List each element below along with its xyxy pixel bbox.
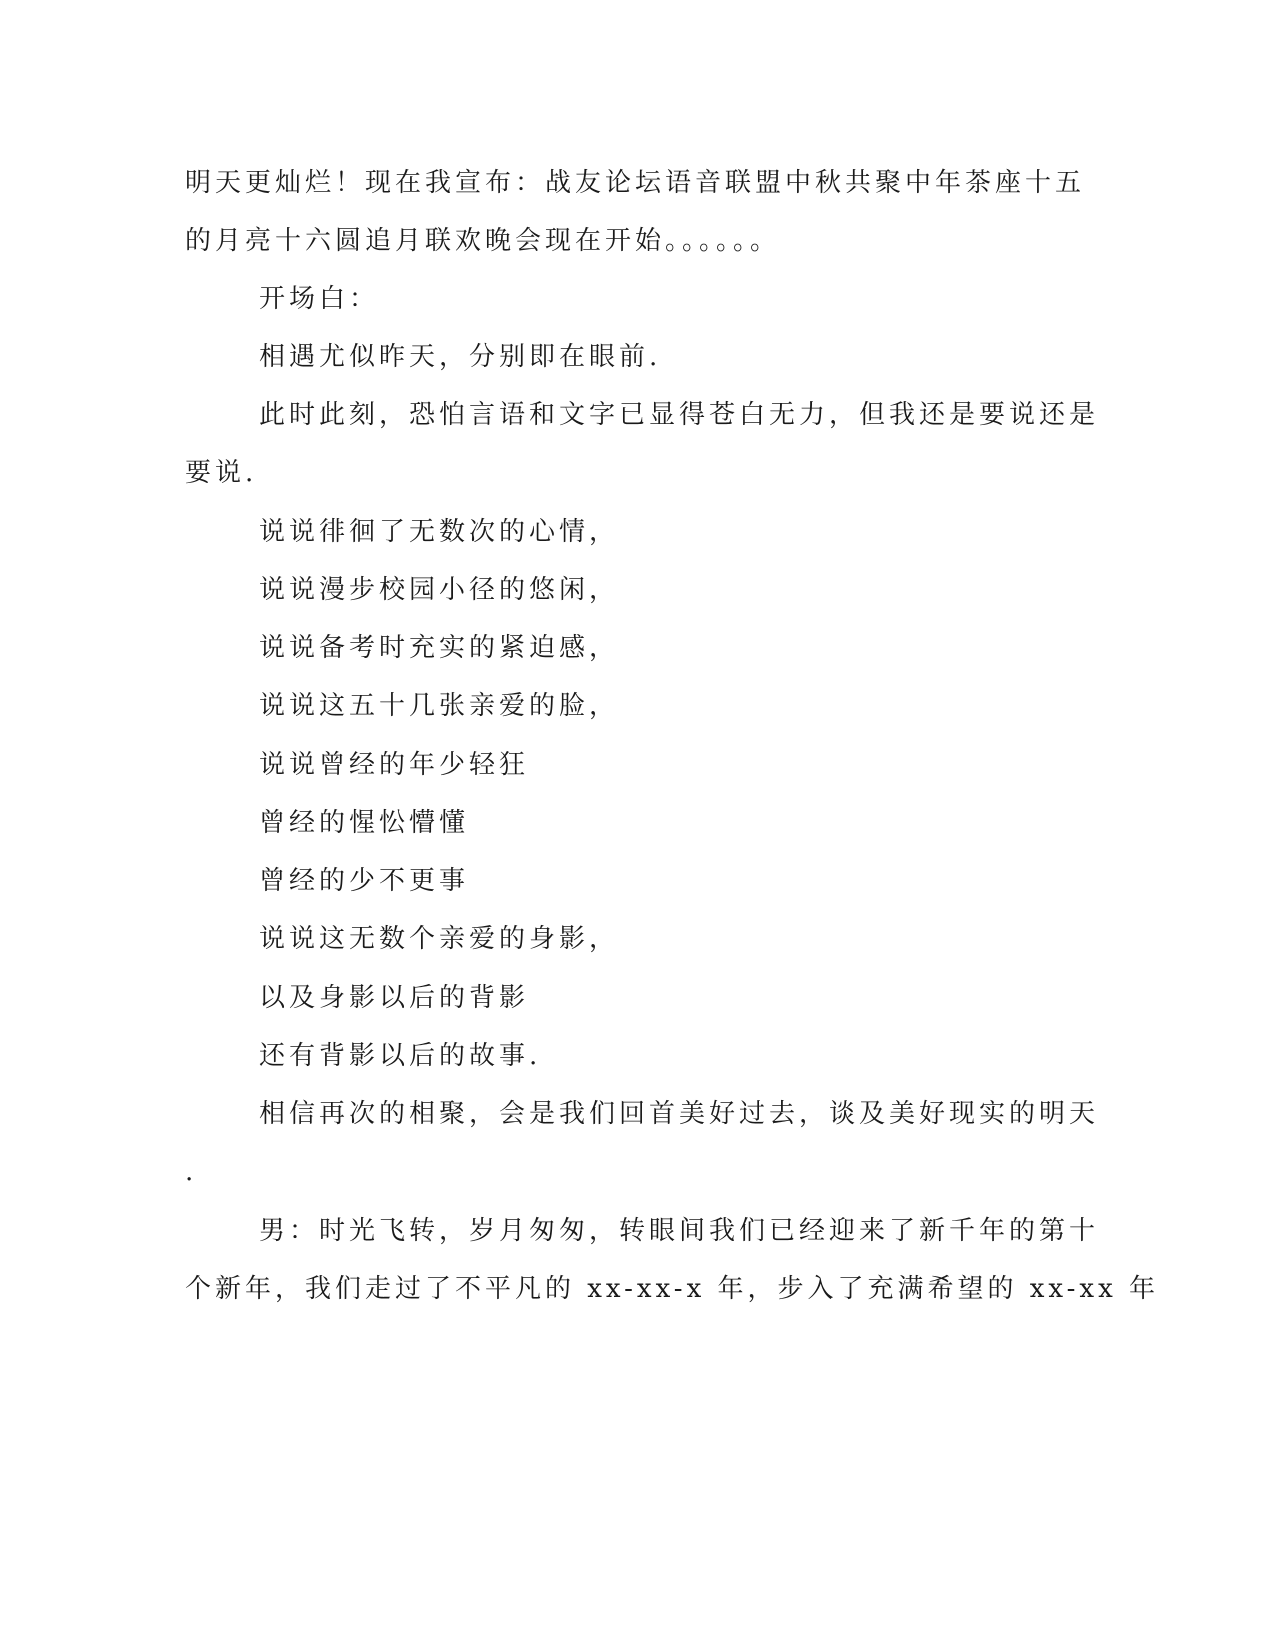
poem-line: 曾经的惺忪懵懂 — [259, 808, 470, 838]
paragraph-line: 相信再次的相聚，会是我们回首美好过去，谈及美好现实的明天 — [259, 1099, 1100, 1129]
poem-line: 以及身影以后的背影 — [259, 983, 530, 1013]
paragraph-line: 此时此刻，恐怕言语和文字已显得苍白无力，但我还是要说还是 — [259, 400, 1100, 430]
poem-line: 说说这五十几张亲爱的脸， — [259, 691, 620, 721]
paragraph-line: 的月亮十六圆追月联欢晚会现在开始。。。。。。 — [185, 226, 781, 256]
poem-line: 说说这无数个亲爱的身影， — [259, 924, 620, 954]
paragraph-line: 男：时光飞转，岁月匆匆，转眼间我们已经迎来了新千年的第十 — [259, 1216, 1100, 1246]
paragraph-line: 要说. — [185, 458, 258, 488]
poem-line: 说说曾经的年少轻狂 — [259, 750, 530, 780]
poem-line: 曾经的少不更事 — [259, 866, 470, 896]
paragraph-line: 明天更灿烂！现在我宣布：战友论坛语音联盟中秋共聚中年茶座十五 — [185, 168, 1086, 198]
paragraph-line: . — [185, 1157, 198, 1187]
poem-line: 说说备考时充实的紧迫感， — [259, 633, 620, 663]
section-heading: 开场白： — [259, 284, 380, 314]
poem-line: 还有背影以后的故事. — [259, 1041, 542, 1071]
paragraph-line: 相遇尤似昨天，分别即在眼前. — [259, 342, 662, 372]
paragraph-line: 个新年，我们走过了不平凡的 xx-xx-x 年，步入了充满希望的 xx-xx 年 — [185, 1274, 1160, 1304]
poem-line: 说说漫步校园小径的悠闲， — [259, 575, 620, 605]
poem-line: 说说徘徊了无数次的心情， — [259, 517, 620, 547]
